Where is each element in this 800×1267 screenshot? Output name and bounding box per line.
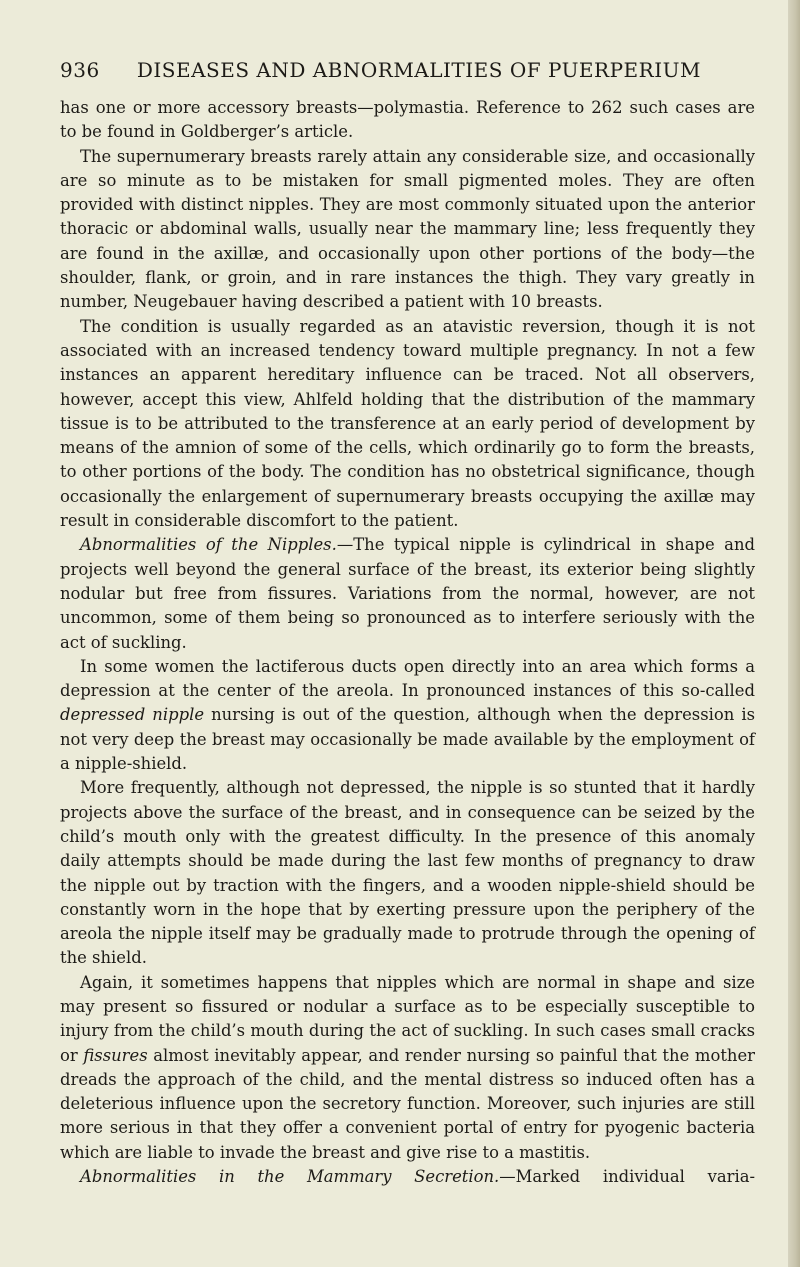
paragraph-mammary-secretion xyxy=(60,1165,755,1189)
paragraph-depressed-nipple xyxy=(60,655,755,776)
paragraph-text: —Marked individual varia- xyxy=(499,1167,756,1187)
running-title: DISEASES AND ABNORMALITIES OF PUERPERIUM xyxy=(136,58,701,82)
paragraph-atavistic-reversion xyxy=(60,315,755,534)
page-number: 936 xyxy=(60,58,100,82)
paragraph-text: In some women the lactiferous ducts open directly into an area which forms a depression at the center of the areola. In pronounced instances of this so-called xyxy=(60,656,755,701)
paragraph-text: More frequently, although not depressed, the nipple is so stunted that it hardly projects above the surface of the breast, and in consequence can be seized by the child’s mouth only with the greatest difficulty. In the presence of this anomaly daily attempts should be made during the last few months of pregnancy to draw the nipple out by traction with the fingers, and a wooden nipple-shield should be constantly worn in the hope that by exerting pressure upon the periphery of the areola the nipple itself may be gradually made to protrude through the opening of the shield. xyxy=(60,778,755,968)
term-fissures: fissures xyxy=(83,1045,148,1065)
section-heading-nipples: Abnormalities of the Nipples. xyxy=(80,535,337,555)
paragraph-text: The supernumerary breasts rarely attain any considerable size, and occasionally are so minute as to be mistaken for small pigmented moles. They are often provided with distinct nipples. They are most commonly situated upon the anterior thoracic or abdominal walls, usually near the mammary line; less frequently they are found in the axillæ, and occasionally upon other portions of the body—the shoulder, flank, or groin, and in rare instances the thigh. They vary greatly in number, Neugebauer having described a patient with 10 breasts. xyxy=(60,146,755,312)
page-header xyxy=(60,58,750,82)
section-heading-mammary-secretion: Abnormalities in the Mammary Secretion. xyxy=(80,1167,500,1187)
paragraph-text: nursing is out of the question, although when the depression is not very deep the breast may occasionally be made available by the employment of a nipple-shield. xyxy=(60,705,755,774)
paragraph-nipple-abnormalities xyxy=(60,533,755,654)
paragraph-text: —The typical nipple is cylindrical in shape and projects well beyond the general surface of the breast, its exterior being slightly nodular but free from fissures. Variations from the normal, however, are not uncommon, some of them being so pronounced as to interfere seriously with the act of suckling. xyxy=(60,535,755,652)
paragraph-text: The condition is usually regarded as an atavistic reversion, though it is not associated with an increased tendency toward multiple pregnancy. In not a few instances an apparent hereditary influence can be traced. Not all observers, however, accept this view, Ahlfeld holding that the distribution of the mammary tissue is to be attributed to the transference at an early period of development by means of the amnion of some of the cells, which ordinarily go to form the breasts, to other portions of the body. The condition has no obstetrical significance, though occasionally the enlargement of supernumerary breasts occupying the axillæ may result in considerable discomfort to the patient. xyxy=(60,316,755,531)
paragraph-supernumerary-breasts xyxy=(60,145,755,315)
term-depressed-nipple: depressed nipple xyxy=(60,705,205,725)
paragraph-text: almost inevitably appear, and render nursing so painful that the mother dreads the approach of the child, and the mental distress so induced often has a deleterious influence upon the secretory function. Moreover, such injuries are still more serious in that they offer a convenient portal of entry for pyogenic bacteria which are liable to invade the breast and give rise to a mastitis. xyxy=(60,1045,755,1162)
page-edge xyxy=(788,0,800,1267)
paragraph-stunted-nipple xyxy=(60,776,755,970)
paragraph-fissures xyxy=(60,971,755,1165)
paragraph-text: Again, it sometimes happens that nipples which are normal in shape and size may present so fissured or nodular a surface as to be especially susceptible to injury from the child’s mouth during the act of suckling. In such cases small cracks or xyxy=(60,972,755,1065)
body-text xyxy=(60,96,755,1189)
paragraph-text: has one or more accessory breasts—polymastia. Reference to 262 such cases are to be found in Goldberger’s article. xyxy=(60,98,755,142)
paragraph-polymastia-intro xyxy=(60,96,755,145)
